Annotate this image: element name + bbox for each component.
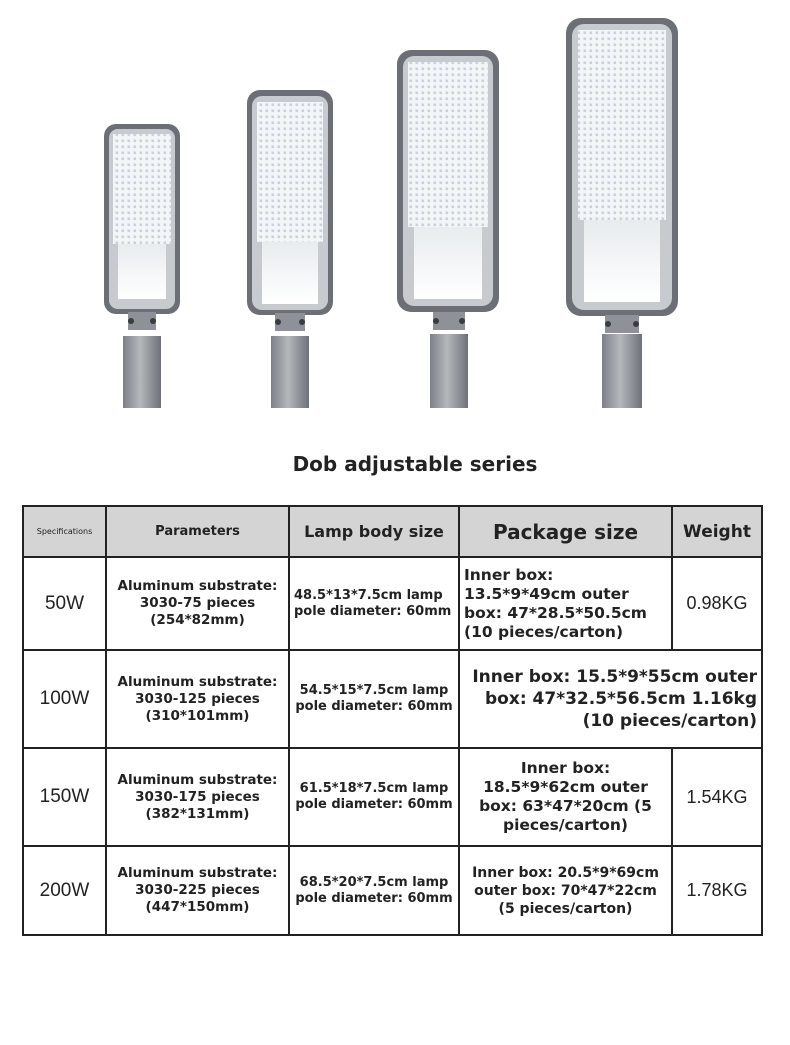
table-row (23, 557, 762, 650)
table-row (23, 650, 762, 748)
parameters-cell: Aluminum substrate: 3030-75 pieces (254*82mm) (106, 557, 289, 650)
package-size-cell: Inner box: 18.5*9*62cm outer box: 63*47*20cm (5 pieces/carton) (459, 748, 672, 846)
lamp-body-size-cell: 68.5*20*7.5cm lamp pole diameter: 60mm (289, 846, 459, 935)
lamp-image-200w (566, 18, 678, 408)
power-cell: 100W (23, 650, 106, 748)
spec-table (22, 505, 763, 936)
weight-cell: 0.98KG (672, 557, 762, 650)
series-title: Dob adjustable series (292, 452, 538, 476)
parameters-cell: Aluminum substrate: 3030-225 pieces (447*150mm) (106, 846, 289, 935)
lamp-body-size-cell: 54.5*15*7.5cm lamp pole diameter: 60mm (289, 650, 459, 748)
header-parameters: Parameters (106, 506, 289, 557)
weight-cell: 1.54KG (672, 748, 762, 846)
header-specifications: Specifications (23, 506, 106, 557)
package-size-cell: Inner box: 13.5*9*49cm outer box: 47*28.5*50.5cm (10 pieces/carton) (459, 557, 672, 650)
power-cell: 200W (23, 846, 106, 935)
parameters-cell: Aluminum substrate: 3030-175 pieces (382*131mm) (106, 748, 289, 846)
product-images (0, 0, 790, 440)
table-row (23, 748, 762, 846)
header-lamp-body-size: Lamp body size (289, 506, 459, 557)
lamp-image-100w (247, 90, 333, 408)
package-size-cell: Inner box: 20.5*9*69cm outer box: 70*47*22cm (5 pieces/carton) (459, 846, 672, 935)
lamp-image-150w (397, 50, 499, 408)
header-package-size: Package size (459, 506, 672, 557)
lamp-image-50w (104, 124, 180, 408)
weight-cell: 1.78KG (672, 846, 762, 935)
package-size-cell: Inner box: 15.5*9*55cm outer box: 47*32.5*56.5cm 1.16kg (10 pieces/carton) (459, 650, 762, 748)
parameters-cell: Aluminum substrate: 3030-125 pieces (310*101mm) (106, 650, 289, 748)
power-cell: 50W (23, 557, 106, 650)
power-cell: 150W (23, 748, 106, 846)
table-row (23, 846, 762, 935)
table-header-row (23, 506, 762, 557)
lamp-body-size-cell: 61.5*18*7.5cm lamp pole diameter: 60mm (289, 748, 459, 846)
header-weight: Weight (672, 506, 762, 557)
lamp-body-size-cell: 48.5*13*7.5cm lamp pole diameter: 60mm (289, 557, 459, 650)
